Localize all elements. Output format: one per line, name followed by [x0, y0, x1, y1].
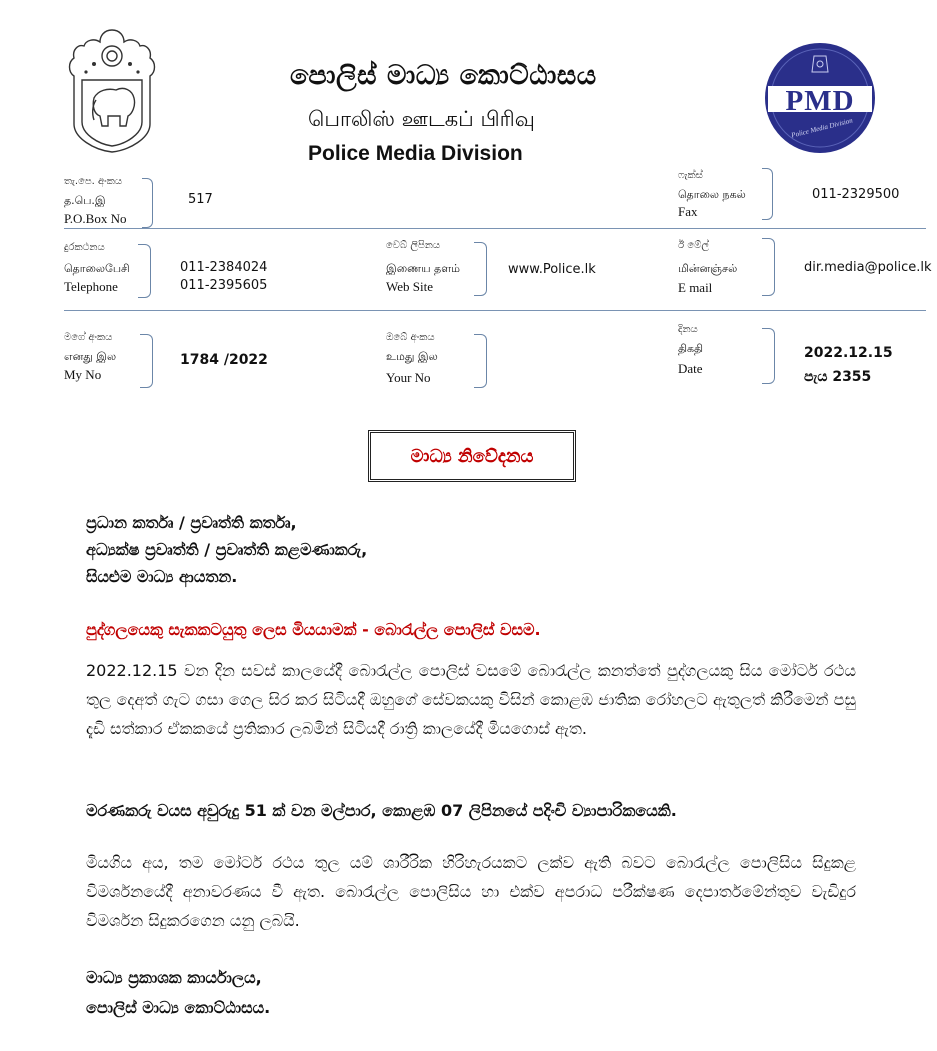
- pmd-logo: [764, 42, 876, 154]
- website-label-en: Web Site: [386, 279, 433, 294]
- my-no-value: 1784 /2022: [180, 352, 268, 368]
- telephone-label-en: Telephone: [64, 279, 118, 294]
- fax-label-en: Fax: [678, 204, 698, 219]
- date-label-si: දිනය: [678, 324, 698, 335]
- addressee-line-3: සියළුම මාධ්‍ය ආයතන.: [86, 567, 238, 586]
- email-value: dir.media@police.lk: [804, 260, 932, 275]
- signature-line-1: මාධ්‍ය ප්‍රකාශක කාර්යාලය,: [86, 968, 262, 987]
- notice-title: මාධ්‍ය නිවේදනය: [410, 445, 534, 467]
- my-no-label-en: My No: [64, 367, 102, 382]
- title-tamil: பொலிஸ் ஊடகப் பிரிவு: [308, 107, 535, 131]
- notice-title-box: [368, 430, 576, 482]
- contacts-divider: [64, 310, 926, 311]
- signature-line-2: පොලිස් මාධ්‍ය කොට්ඨාසය.: [86, 998, 271, 1017]
- addressee-line-1: ප්‍රධාන කර්තෘ / ප්‍රවෘත්ති කර්තෘ,: [86, 513, 297, 532]
- email-brace: [762, 238, 775, 296]
- website-label-si: වෙබ් ලිපිනය: [386, 240, 441, 251]
- po-box-brace: [142, 178, 153, 228]
- po-box-label-en: P.O.Box No: [64, 211, 127, 226]
- website-value: www.Police.lk: [508, 262, 596, 277]
- date-value: 2022.12.15: [804, 345, 893, 361]
- po-box-label-ta: த.பெ.இ: [64, 194, 106, 207]
- telephone-value-1: 011-2384024: [180, 260, 268, 275]
- pmd-logo-text: PMD: [785, 85, 855, 117]
- my-no-label-ta: எனது இல: [64, 350, 117, 363]
- date-label-ta: திகதி: [678, 342, 704, 355]
- fax-brace: [762, 168, 773, 220]
- paragraph-3: මියගිය අය, තම මෝටර් රථය තුල යම් ශාරීරික හිරිහැරයකට ලක්ව ඇති බවට බොරැල්ල පොලිසිය සිදුකළ විමර්ශනයේදී අනාවරණය වී ඇත. බොරැල්ල පොලිසිය හා එක්ව අපරාධ පරීක්ෂණ දෙපාර්තමේන්තුව වැඩිදුර විමර්ශන සිදුකරගෙන යනු ලබයි.: [86, 853, 856, 930]
- header-divider: [64, 228, 926, 229]
- fax-value: 011-2329500: [812, 187, 900, 202]
- your-no-label-ta: உமது இல: [386, 350, 438, 363]
- telephone-brace: [138, 244, 151, 298]
- email-label-ta: மின்னஞ்சல்: [678, 262, 738, 275]
- your-no-label-si: ඔබේ අංකය: [386, 332, 435, 343]
- email-label-en: E mail: [678, 280, 713, 295]
- date-label-en: Date: [678, 361, 703, 376]
- po-box-value: 517: [188, 192, 213, 207]
- telephone-label-si: දුරකථනය: [64, 242, 105, 253]
- time-value: පැය 2355: [804, 369, 872, 385]
- website-label-ta: இணைய தளம்: [386, 262, 460, 275]
- email-label-si: ඊ මේල්: [678, 240, 709, 251]
- title-english: Police Media Division: [308, 142, 523, 165]
- fax-label-ta: தொலை நகல்: [678, 188, 746, 201]
- date-brace: [762, 328, 775, 384]
- telephone-label-ta: தொலைபேசி: [64, 262, 130, 275]
- telephone-value-2: 011-2395605: [180, 278, 268, 293]
- po-box-label-si: තැ.පෙ. අංකය: [64, 176, 123, 187]
- addressee-line-2: අධ්‍යක්ෂ ප්‍රවෘත්ති / ප්‍රවෘත්ති කළමණාකරු,: [86, 540, 368, 559]
- your-no-brace: [474, 334, 487, 388]
- paragraph-2: මරණකරු වයස අවුරුදු 51 ක් වන මල්පාර, කොළඹ 07 ලිපිනයේ පදිංචි ව්‍යාපාරිකයෙකි.: [86, 801, 677, 820]
- title-sinhala: පොලිස් මාධ්‍ය කොට්ඨාසය: [290, 60, 597, 91]
- website-brace: [474, 242, 487, 296]
- headline: පුද්ගලයෙකු සැකකටයුතු ලෙස මියයාමක් - බොරැල්ල පොලිස් වසම.: [86, 620, 541, 639]
- your-no-label-en: Your No: [386, 370, 431, 385]
- my-no-label-si: මගේ අංකය: [64, 332, 113, 343]
- fax-label-si: ෆැක්ස්: [678, 170, 703, 181]
- pmd-logo-subtext: Police Media Division: [790, 116, 854, 140]
- paragraph-1: 2022.12.15 වන දින සවස් කාලයේදී බොරැල්ල පොලිස් වසමේ බොරැල්ල කනත්තේ පුද්ගලයකු සිය මෝටර් රථය තුල දෙඅත් ගැට ගසා ගෙල සිර කර සිටියදී ඔහුගේ සේවකයකු විසින් කොළඹ ජාතික රෝහලට ඇතුලත් කිරීමෙන් පසු දැඩි සත්කාර ඒකකයේ ප්‍රතිකාර ලබමින් සිටියදී රාත්‍රි කාලයේදී මියගොස් ඇත.: [86, 661, 856, 738]
- my-no-brace: [140, 334, 153, 388]
- sri-lanka-police-crest-icon: [64, 28, 160, 154]
